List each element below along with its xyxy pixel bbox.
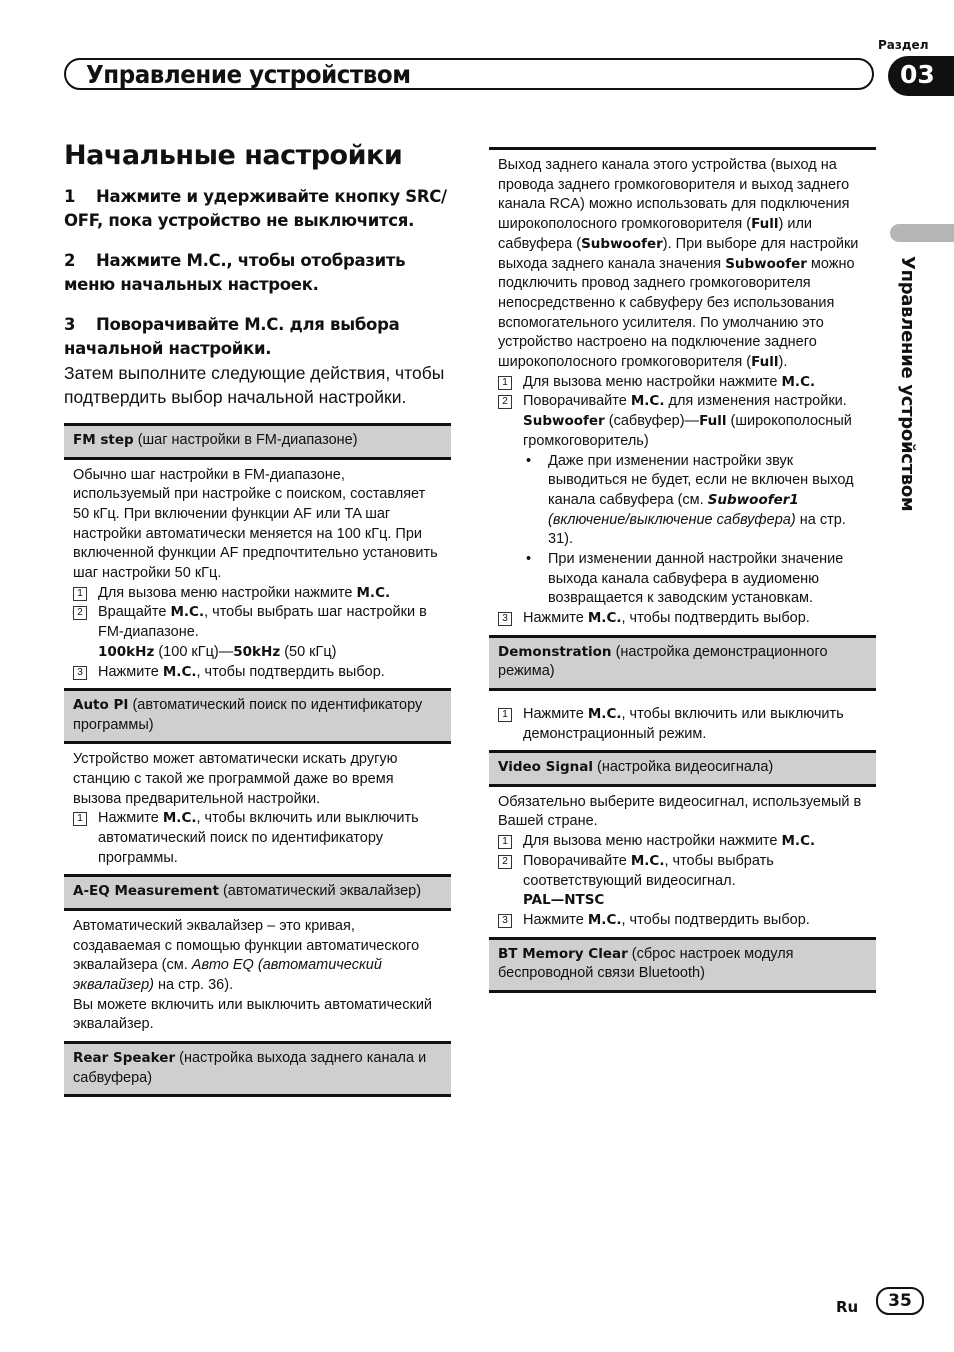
setting-header-bt-memory-clear — [489, 937, 876, 993]
cross-reference-link[interactable]: Авто EQ (автоматический эквалайзер) — [73, 957, 382, 994]
number-box-icon: 2 — [498, 395, 512, 409]
option-values: PAL—NTSC — [523, 892, 605, 909]
setting-body-rear-speaker — [489, 150, 876, 635]
step-number: 3 — [64, 315, 76, 334]
numbered-item: 3 Нажмите M.C., чтобы подтвердить выбор. — [498, 609, 867, 629]
setting-body-demonstration — [489, 691, 876, 750]
setting-desc: (сброс настроек модуля беспроводной связи Bluetooth) — [498, 945, 794, 982]
setting-header-video-signal — [489, 750, 876, 787]
numbered-item: 3 Нажмите M.C., чтобы подтвердить выбор. — [498, 911, 867, 931]
step-number: 1 — [64, 187, 76, 206]
number-box-icon: 3 — [73, 666, 87, 680]
setting-body-video-signal — [489, 787, 876, 937]
setting-name: Video Signal — [498, 759, 593, 776]
option-values: Subwoofer (сабвуфер)—Full (широкополосный громкоговоритель) — [523, 413, 852, 449]
setting-header-rear-speaker — [64, 1041, 451, 1097]
number-box-icon: 1 — [498, 835, 512, 849]
instruction-step — [64, 313, 451, 361]
option-values: 100kHz (100 кГц)—50kHz (50 кГц) — [98, 643, 337, 660]
side-chapter-label: Управление устройством — [897, 256, 918, 512]
bullet-note: • При изменении данной настройки значение выхода канала сабвуфера в аудиоменю возвращается к заводским установкам. — [523, 550, 867, 609]
setting-body-fm-step — [64, 460, 451, 689]
instruction-step — [64, 249, 451, 297]
setting-name: FM step — [73, 432, 134, 448]
number-box-icon: 2 — [73, 606, 87, 620]
language-label: Ru — [836, 1298, 859, 1316]
setting-desc: (шаг настройки в FM-диапазоне) — [137, 432, 358, 448]
number-box-icon: 2 — [498, 855, 512, 869]
step-text: Поворачивайте M.C. для выбора начальной настройки. — [64, 315, 400, 358]
numbered-item: 3 Нажмите M.C., чтобы подтвердить выбор. — [73, 663, 442, 683]
chapter-header — [64, 58, 874, 90]
step-text: Нажмите M.C., чтобы отобразить меню начальных настроек. — [64, 251, 406, 294]
numbered-item: 2 Поворачивайте M.C., чтобы выбрать соответствующий видеосигнал. PAL—NTSC — [498, 852, 867, 911]
setting-name: Auto PI — [73, 697, 129, 714]
setting-description: Обычно шаг настройки в FM-диапазоне, используемый при настройке с поиском, составляет 50 кГц. При включении функции AF или TA шаг настройки автоматически меняется на 100 кГц. При включенной функции AF предпочтительно установить шаг настройки 50 кГц. — [73, 466, 438, 582]
number-box-icon: 1 — [498, 376, 512, 390]
setting-header-fm-step — [64, 423, 451, 460]
cross-reference-link[interactable]: Subwoofer1 (включение/выключение сабвуфера) — [548, 491, 799, 528]
section-number-badge — [888, 56, 954, 96]
setting-name: Demonstration — [498, 643, 612, 660]
number-box-icon: 1 — [73, 812, 87, 826]
section-label: Раздел — [878, 38, 929, 52]
numbered-item: 2 Вращайте M.C., чтобы выбрать шаг настройки в FM-диапазоне. 100kHz (100 кГц)—50kHz (50 кГц) — [73, 603, 442, 662]
setting-name: Rear Speaker — [73, 1050, 176, 1067]
number-box-icon: 1 — [498, 708, 512, 722]
step-text: Нажмите и удерживайте кнопку SRC/ OFF, пока устройство не выключится. — [64, 187, 447, 230]
step-number: 2 — [64, 251, 76, 270]
number-box-icon: 3 — [498, 914, 512, 928]
step-follow-text: Затем выполните следующие действия, чтобы подтвердить выбор начальной настройки. — [64, 363, 445, 407]
setting-desc: (настройка видеосигнала) — [597, 759, 774, 776]
numbered-item: 1 Для вызова меню настройки нажмите M.C. — [498, 373, 867, 393]
numbered-item: 1 Для вызова меню настройки нажмите M.C. — [498, 832, 867, 852]
setting-description: Выход заднего канала этого устройства (выход на провода заднего громкоговорителя и выход заднего канала RCA) можно использовать для подключения широкополосного громкоговорителя (Full) или сабвуфера (Subwoofer). При выборе для настройки выхода заднего канала значения Subwoofer можно подключить провод заднего громкоговорителя непосредственно к сабвуферу без использования вспомогательного усилителя. По умолчанию это устройство настроено на подключение заднего широкополосного громкоговорителя (Full). — [498, 157, 859, 371]
setting-desc: (автоматический эквалайзер) — [222, 883, 422, 900]
setting-description: Устройство может автоматически искать другую станцию с такой же программой даже во время вызова предварительной настройки. — [73, 751, 398, 807]
instruction-step — [64, 185, 451, 233]
numbered-item: 1 Нажмите M.C., чтобы включить или выключить демонстрационный режим. — [498, 705, 867, 744]
setting-header-aeq — [64, 874, 451, 911]
setting-name: A-EQ Measurement — [73, 883, 219, 900]
setting-desc: (автоматический поиск по идентификатору программы) — [73, 697, 423, 733]
numbered-item: 1 Для вызова меню настройки нажмите M.C. — [73, 584, 442, 604]
side-tab-marker — [890, 224, 954, 242]
setting-name: BT Memory Clear — [498, 945, 628, 962]
setting-description-2: Вы можете включить или выключить автоматический эквалайзер. — [73, 996, 433, 1033]
section-number: 03 — [900, 60, 935, 89]
bullet-note: • Даже при изменении настройки звук выводиться не будет, если не включен выход канала сабвуфера (см. Subwoofer1 (включение/выключение сабвуфера) на стр. 31). — [523, 452, 867, 551]
setting-description: Обязательно выберите видеосигнал, используемый в Вашей стране. — [498, 793, 862, 830]
setting-desc: (настройка демонстрационного режима) — [498, 643, 828, 680]
right-column — [489, 147, 876, 993]
number-box-icon: 1 — [73, 587, 87, 601]
setting-header-auto-pi — [64, 688, 451, 744]
page-title: Начальные настройки — [64, 140, 403, 171]
setting-body-auto-pi — [64, 744, 451, 874]
setting-body-aeq — [64, 911, 451, 1041]
setting-desc: (настройка выхода заднего канала и сабвуфера) — [73, 1050, 427, 1086]
numbered-item: 1 Нажмите M.C., чтобы включить или выключить автоматический поиск по идентификатору программы. — [73, 809, 442, 868]
numbered-item: 2 Поворачивайте M.C. для изменения настройки. Subwoofer (сабвуфер)—Full (широкополосный громкоговоритель) • Даже при изменении настройки звук выводиться не будет, если не включен выход канала сабвуфера (см. Subwoofer1 (включение/выключение сабвуфера) на стр. 31). • При изменении данной настройки значение выхода канала сабвуфера в аудиоменю возвращается к заводским установкам. — [498, 392, 867, 609]
chapter-title: Управление устройством — [86, 60, 411, 89]
setting-description: Автоматический эквалайзер – это кривая, создаваемая с помощью функции автоматического эквалайзера (см. Авто EQ (автоматический эквалайзер) на стр. 36). — [73, 917, 420, 994]
setting-header-demonstration — [489, 635, 876, 691]
page-number: 35 — [876, 1287, 924, 1315]
left-column — [64, 140, 451, 1097]
number-box-icon: 3 — [498, 612, 512, 626]
